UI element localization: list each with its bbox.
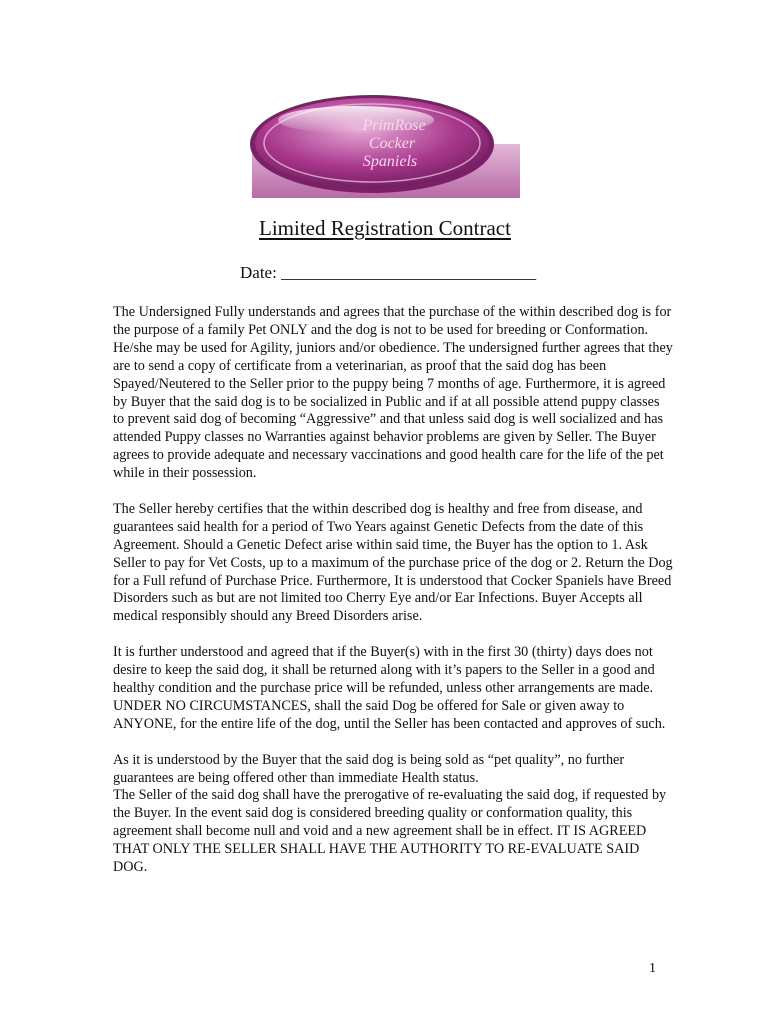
- paragraph-health-guarantee: The Seller hereby certifies that the within described dog is healthy and free from disease, and guarantees said health for a period of Two Years against Genetic Defects from the date of this Agreement. Should a Genetic Defect arise within said time, the Buyer has the option to 1. Ask Seller to pay for Vet Costs, up to a maximum of the purchase price of the dog or 2. Return the Dog for a Full refund of Purchase Price. Furthermore, It is understood that Cocker Spaniels have Breed Disorders such as but are not limited too Cherry Eye and/or Ear Infections. Buyer Accepts all medical responsibly should any Breed Disorders arise.: [113, 500, 673, 625]
- page-number: 1: [649, 961, 656, 976]
- date-blank: ______________________________: [281, 263, 537, 282]
- contract-body: [113, 304, 673, 895]
- date-line: [240, 263, 536, 283]
- paragraph-pet-quality: As it is understood by the Buyer that the said dog is being sold as “pet quality”, no further guarantees are being offered other than immediate Health status. The Seller of the said dog shall have the prerogative of re-evaluating the said dog, if requested by the Buyer. In the event said dog is considered breeding quality or conformation quality, this agreement shall become null and void and a new agreement shall be in effect. IT IS AGREED THAT ONLY THE SELLER SHALL HAVE THE AUTHORITY TO RE-EVALUATE SAID DOG.: [113, 751, 667, 876]
- date-label: Date:: [240, 263, 277, 282]
- paragraph-return-policy: It is further understood and agreed that if the Buyer(s) with in the first 30 (thirty) days does not desire to keep the said dog, it shall be returned along with it’s papers to the Seller in a good and healthy condition and the purchase price will be refunded, unless other arrangements are made. UNDER NO CIRCUMSTANCES, shall the said Dog be offered for Sale or given away to ANYONE, for the entire life of the dog, until the Seller has been contacted and approves of such.: [113, 644, 666, 732]
- paragraph-purpose: The Undersigned Fully understands and agrees that the purchase of the within described dog is for the purpose of a family Pet ONLY and the dog is not to be used for breeding or Conformation. He/she may be used for Agility, juniors and/or obedience. The undersigned further agrees that they are to send a copy of certificate from a veterinarian, as proof that the said dog has been Spayed/Neutered to the Seller prior to the puppy being 7 months of age. Furthermore, it is agreed by Buyer that the said dog is to be socialized in Public and if at all possible attend puppy classes to prevent said dog of becoming “Aggressive” and that unless said dog is well socialized and has attended Puppy classes no Warranties against behavior problems are given by Seller. The Buyer agrees to provide adequate and necessary vaccinations and good health care for the life of the pet while in their possession.: [113, 304, 673, 482]
- logo-graphic: [244, 92, 524, 200]
- logo-line-1: PrimRose: [362, 117, 426, 134]
- document-title: Limited Registration Contract: [259, 216, 511, 240]
- logo-line-3: Spaniels: [362, 153, 418, 170]
- primrose-logo: [244, 92, 524, 200]
- logo-line-2: Cocker: [368, 135, 416, 152]
